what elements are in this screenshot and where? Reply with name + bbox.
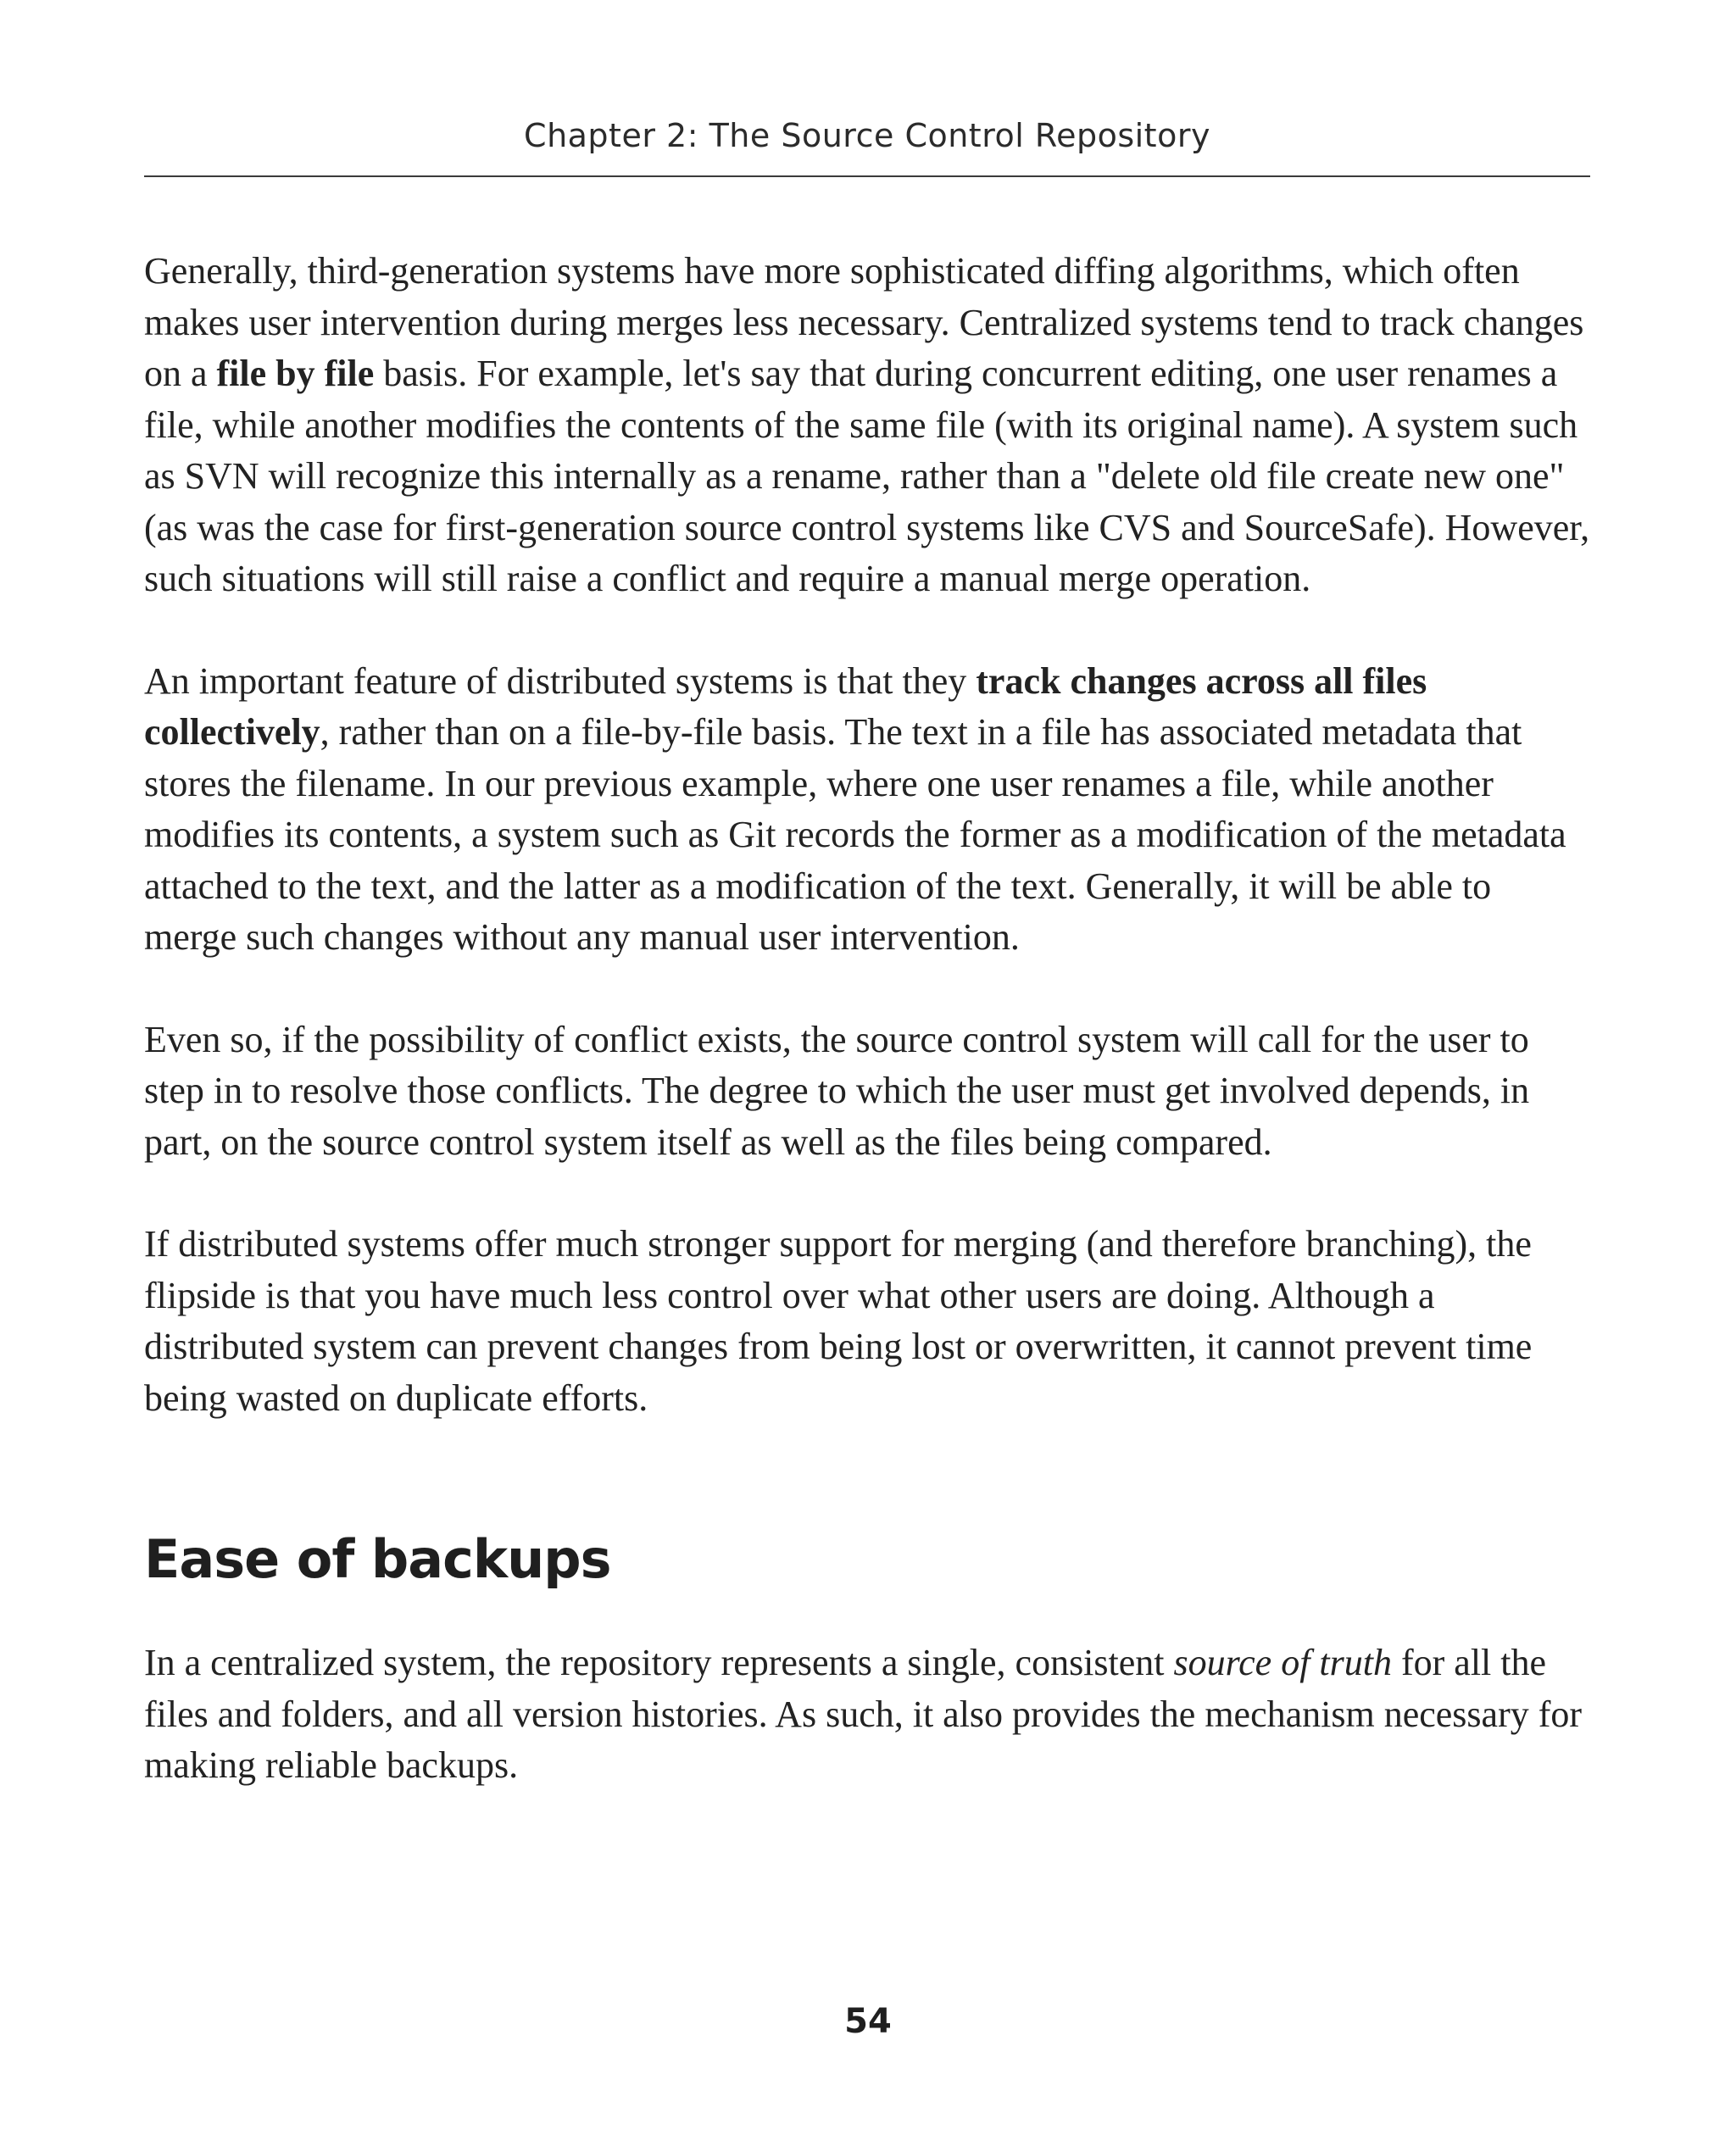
paragraph-backups: In a centralized system, the repository represents a single, consistent source of truth for all the files and folders, and all version histories. As such, it also provides the mechanism necessary for making reliable backups. (144, 1642, 1583, 1786)
section-heading: Ease of backups (144, 1528, 611, 1590)
bold-term: file by file (216, 353, 375, 394)
paragraph-conflicts: Even so, if the possibility of conflict exists, the source control system will call for the user to step in to resolve those conflicts. The degree to which the user must get involved depends, in part, on the source control system itself as well as the files being compared. (144, 1018, 1530, 1163)
paragraph-diffing: Generally, third-generation systems have more sophisticated diffing algorithms, which often makes user intervention during merges less necessary. Centralized systems tend to track changes on a file by file basis. For example, let's say that during concurrent editing, one user renames a file, while another modifies the contents of the same file (with its original name). A system such as SVN will recognize this internally as a rename, rather than a "delete old file create new one" (as was the case for first-generation source control systems like CVS and SourceSafe). However, such situations will still raise a conflict and require a manual merge operation. (144, 250, 1590, 599)
running-header: Chapter 2: The Source Control Repository (524, 117, 1210, 154)
paragraph-merging-tradeoff: If distributed systems offer much stronger support for merging (and therefore branching), the flipside is that you have much less control over what other users are doing. Although a distributed system can prevent changes from being lost or overwritten, it cannot prevent time being wasted on duplicate efforts. (144, 1223, 1533, 1419)
bold-term: track changes across all files collectively (144, 659, 1427, 753)
page-body (144, 246, 1590, 1843)
page-number: 54 (844, 2002, 892, 2041)
italic-term: source of truth (1173, 1642, 1392, 1683)
header-divider (144, 175, 1590, 177)
paragraph-distributed-tracking: An important feature of distributed systems is that they track changes across all files collectively, rather than on a file-by-file basis. The text in a file has associated metadata that stores the filename. In our previous example, where one user renames a file, while another modifies its contents, a system such as Git records the former as a modification of the metadata attached to the text, and the latter as a modification of the text. Generally, it will be able to merge such changes without any manual user intervention. (144, 659, 1566, 958)
